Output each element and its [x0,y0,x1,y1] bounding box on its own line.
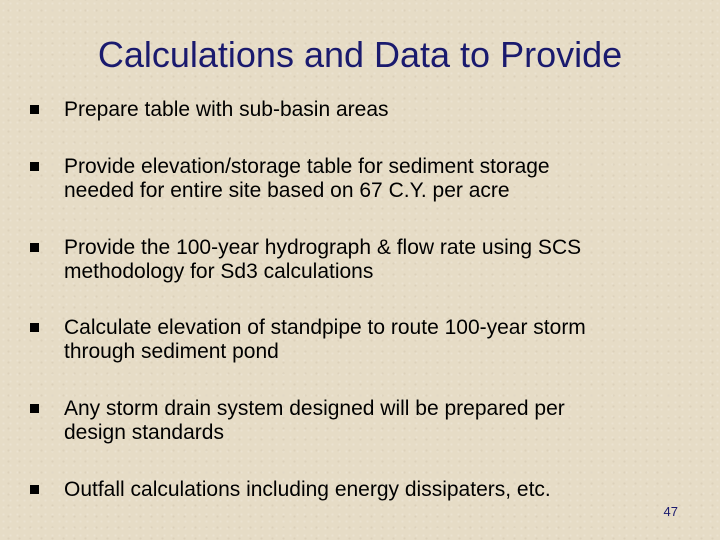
bullet-text [64,236,684,284]
bullet-line: Provide the 100-year hydrograph & flow rate using SCS [64,236,582,259]
square-bullet-icon [30,404,39,413]
bullet-text [64,316,684,364]
square-bullet-icon [30,323,39,332]
bullet-line: Outfall calculations including energy dissipaters, etc. [64,478,551,501]
bullet-line: methodology for Sd3 calculations [64,260,374,283]
page-number: 47 [663,504,678,519]
bullet-line: needed for entire site based on 67 C.Y. per acre [64,179,510,202]
bullet-line: Provide elevation/storage table for sediment storage [64,155,550,178]
slide-title: Calculations and Data to Provide [97,34,623,75]
bullet-text [64,155,684,203]
bullet-line: design standards [64,421,224,444]
bullet-text [64,478,684,502]
bullet-line: through sediment pond [64,340,279,363]
bullet-text [64,98,684,122]
bullet-line: Prepare table with sub-basin areas [64,98,389,121]
bullet-text [64,397,684,445]
square-bullet-icon [30,105,39,114]
bullet-line: Any storm drain system designed will be prepared per [64,397,565,420]
square-bullet-icon [30,243,39,252]
square-bullet-icon [30,485,39,494]
bullet-line: Calculate elevation of standpipe to route 100-year storm [64,316,586,339]
square-bullet-icon [30,162,39,171]
